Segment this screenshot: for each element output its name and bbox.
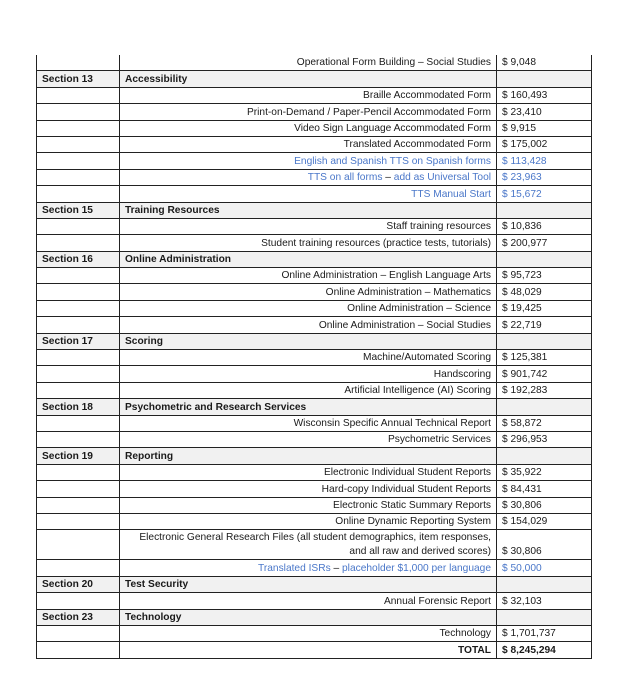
desc-part-b: add as Universal Tool bbox=[393, 172, 491, 184]
cost-table bbox=[36, 55, 592, 659]
cost-table-body bbox=[37, 55, 592, 658]
section-number-empty bbox=[37, 560, 120, 576]
line-item-row bbox=[37, 153, 592, 169]
item-description-cell bbox=[120, 642, 497, 658]
line-item-row bbox=[37, 382, 592, 398]
item-description-cell bbox=[120, 366, 497, 382]
item-cost: $ 200,977 bbox=[497, 235, 592, 251]
item-description: Video Sign Language Accommodated Form bbox=[294, 122, 491, 134]
item-cost: $ 84,431 bbox=[497, 481, 592, 497]
item-description-cell bbox=[120, 87, 497, 103]
item-description: Electronic General Research Files (all student demographics, item responses, and all raw and derived scores) bbox=[139, 532, 491, 558]
section-number-empty bbox=[37, 136, 120, 152]
item-description: TTS Manual Start bbox=[411, 188, 491, 200]
item-description-cell bbox=[120, 513, 497, 529]
item-description-cell bbox=[120, 235, 497, 251]
section-number: Section 13 bbox=[37, 71, 120, 87]
line-item-row bbox=[37, 104, 592, 120]
item-description-cell bbox=[120, 593, 497, 609]
item-description-cell bbox=[120, 268, 497, 284]
item-cost: $ 8,245,294 bbox=[497, 642, 592, 658]
section-number: Section 17 bbox=[37, 333, 120, 349]
desc-dash: – bbox=[330, 562, 343, 574]
section-number-empty bbox=[37, 218, 120, 234]
section-cost-empty bbox=[497, 71, 592, 87]
section-number-empty bbox=[37, 169, 120, 185]
item-description-cell bbox=[120, 497, 497, 513]
section-number-empty bbox=[37, 186, 120, 202]
line-item-row bbox=[37, 625, 592, 641]
item-description: Staff training resources bbox=[386, 221, 491, 233]
section-number-empty bbox=[37, 268, 120, 284]
item-cost: $ 9,048 bbox=[497, 55, 592, 71]
line-item-row bbox=[37, 235, 592, 251]
desc-dash: – bbox=[382, 172, 394, 184]
item-description: Student training resources (practice tests, tutorials) bbox=[261, 237, 491, 249]
section-number-empty bbox=[37, 87, 120, 103]
section-number-empty bbox=[37, 431, 120, 447]
line-item-row bbox=[37, 560, 592, 576]
item-cost: $ 175,002 bbox=[497, 136, 592, 152]
section-number-empty bbox=[37, 530, 120, 560]
line-item-row bbox=[37, 284, 592, 300]
section-cost-empty bbox=[497, 448, 592, 464]
section-number-empty bbox=[37, 366, 120, 382]
section-number-empty bbox=[37, 120, 120, 136]
section-title: Technology bbox=[120, 609, 497, 625]
section-number: Section 16 bbox=[37, 251, 120, 267]
item-description: Online Dynamic Reporting System bbox=[335, 516, 491, 528]
line-item-row bbox=[37, 317, 592, 333]
item-description: Electronic Individual Student Reports bbox=[323, 467, 491, 479]
section-number: Section 23 bbox=[37, 609, 120, 625]
item-cost: $ 19,425 bbox=[497, 300, 592, 316]
section-number-empty bbox=[37, 104, 120, 120]
section-number-empty bbox=[37, 464, 120, 480]
item-description: English and Spanish TTS on Spanish forms bbox=[294, 155, 491, 167]
item-cost: $ 154,029 bbox=[497, 513, 592, 529]
desc-part-b: placeholder $1,000 per language bbox=[342, 562, 491, 574]
item-description-cell bbox=[120, 317, 497, 333]
section-title: Online Administration bbox=[120, 251, 497, 267]
section-header-row bbox=[37, 333, 592, 349]
item-cost: $ 901,742 bbox=[497, 366, 592, 382]
item-cost: $ 58,872 bbox=[497, 415, 592, 431]
item-description: Technology bbox=[439, 628, 491, 640]
section-number-empty bbox=[37, 317, 120, 333]
line-item-row bbox=[37, 415, 592, 431]
item-description: Operational Form Building – Social Studies bbox=[296, 57, 491, 69]
section-cost-empty bbox=[497, 251, 592, 267]
item-description-cell bbox=[120, 120, 497, 136]
item-cost: $ 9,915 bbox=[497, 120, 592, 136]
line-item-row bbox=[37, 481, 592, 497]
item-description: Electronic Static Summary Reports bbox=[333, 499, 491, 511]
item-description-cell bbox=[120, 481, 497, 497]
section-number-empty bbox=[37, 481, 120, 497]
item-description-cell bbox=[120, 464, 497, 480]
line-item-row bbox=[37, 593, 592, 609]
section-number-empty bbox=[37, 350, 120, 366]
section-number-empty bbox=[37, 642, 120, 658]
item-description-cell bbox=[120, 55, 497, 71]
line-item-row bbox=[37, 431, 592, 447]
line-item-row bbox=[37, 136, 592, 152]
section-header-row bbox=[37, 71, 592, 87]
line-item-row bbox=[37, 218, 592, 234]
section-number-empty bbox=[37, 153, 120, 169]
line-item-row bbox=[37, 300, 592, 316]
line-item-row bbox=[37, 169, 592, 185]
item-cost: $ 113,428 bbox=[497, 153, 592, 169]
item-description: Online Administration – Science bbox=[347, 303, 491, 315]
section-cost-empty bbox=[497, 202, 592, 218]
item-description: Online Administration – Social Studies bbox=[318, 319, 491, 331]
item-description: Psychometric Services bbox=[387, 434, 491, 446]
item-description: Braille Accommodated Form bbox=[363, 90, 491, 102]
cost-table-page bbox=[36, 55, 591, 659]
section-title: Accessibility bbox=[120, 71, 497, 87]
section-cost-empty bbox=[497, 609, 592, 625]
section-cost-empty bbox=[497, 576, 592, 592]
item-description: Annual Forensic Report bbox=[383, 595, 491, 607]
item-description-cell bbox=[120, 530, 497, 560]
item-cost: $ 30,806 bbox=[497, 530, 592, 560]
section-number: Section 15 bbox=[37, 202, 120, 218]
item-description-cell bbox=[120, 415, 497, 431]
line-item-row bbox=[37, 186, 592, 202]
item-description-cell bbox=[120, 104, 497, 120]
item-cost: $ 192,283 bbox=[497, 382, 592, 398]
item-description-cell bbox=[120, 284, 497, 300]
section-number-empty bbox=[37, 382, 120, 398]
section-number-empty bbox=[37, 55, 120, 71]
item-description-cell bbox=[120, 431, 497, 447]
item-description-cell bbox=[120, 560, 497, 576]
section-number: Section 18 bbox=[37, 399, 120, 415]
line-item-row bbox=[37, 497, 592, 513]
section-header-row bbox=[37, 576, 592, 592]
section-header-row bbox=[37, 448, 592, 464]
item-description-cell bbox=[120, 218, 497, 234]
section-number: Section 20 bbox=[37, 576, 120, 592]
item-description-cell bbox=[120, 153, 497, 169]
section-number-empty bbox=[37, 415, 120, 431]
section-title: Test Security bbox=[120, 576, 497, 592]
item-description: Hard-copy Individual Student Reports bbox=[321, 483, 491, 495]
line-item-row bbox=[37, 268, 592, 284]
section-number: Section 19 bbox=[37, 448, 120, 464]
section-title: Reporting bbox=[120, 448, 497, 464]
item-description: Artificial Intelligence (AI) Scoring bbox=[344, 385, 491, 397]
line-item-row bbox=[37, 464, 592, 480]
section-title: Psychometric and Research Services bbox=[120, 399, 497, 415]
item-cost: $ 95,723 bbox=[497, 268, 592, 284]
line-item-row bbox=[37, 530, 592, 560]
section-header-row bbox=[37, 251, 592, 267]
line-item-row bbox=[37, 350, 592, 366]
item-description: TOTAL bbox=[457, 644, 491, 656]
section-cost-empty bbox=[497, 399, 592, 415]
item-cost: $ 1,701,737 bbox=[497, 625, 592, 641]
item-description-cell bbox=[120, 169, 497, 185]
item-cost: $ 30,806 bbox=[497, 497, 592, 513]
item-description-cell bbox=[120, 625, 497, 641]
line-item-row bbox=[37, 366, 592, 382]
section-header-row bbox=[37, 609, 592, 625]
item-description: Online Administration – Mathematics bbox=[325, 286, 491, 298]
line-item-row bbox=[37, 120, 592, 136]
item-cost: $ 50,000 bbox=[497, 560, 592, 576]
item-description-cell bbox=[120, 300, 497, 316]
item-cost: $ 48,029 bbox=[497, 284, 592, 300]
item-cost: $ 296,953 bbox=[497, 431, 592, 447]
item-description: Machine/Automated Scoring bbox=[363, 352, 491, 364]
item-description: Print-on-Demand / Paper-Pencil Accommodated Form bbox=[246, 106, 491, 118]
section-cost-empty bbox=[497, 333, 592, 349]
section-number-empty bbox=[37, 593, 120, 609]
item-cost: $ 23,410 bbox=[497, 104, 592, 120]
section-number-empty bbox=[37, 513, 120, 529]
section-number-empty bbox=[37, 300, 120, 316]
section-number-empty bbox=[37, 284, 120, 300]
line-item-row bbox=[37, 87, 592, 103]
item-description: Handscoring bbox=[433, 368, 491, 380]
item-cost: $ 22,719 bbox=[497, 317, 592, 333]
item-description: Wisconsin Specific Annual Technical Report bbox=[293, 417, 491, 429]
item-description-cell bbox=[120, 350, 497, 366]
item-description-cell bbox=[120, 186, 497, 202]
item-cost: $ 160,493 bbox=[497, 87, 592, 103]
item-cost: $ 15,672 bbox=[497, 186, 592, 202]
desc-part-a: TTS on all forms bbox=[307, 172, 383, 184]
line-item-row bbox=[37, 55, 592, 71]
section-number-empty bbox=[37, 235, 120, 251]
section-header-row bbox=[37, 202, 592, 218]
section-number-empty bbox=[37, 625, 120, 641]
section-title: Training Resources bbox=[120, 202, 497, 218]
item-cost: $ 10,836 bbox=[497, 218, 592, 234]
section-header-row bbox=[37, 399, 592, 415]
item-description-cell bbox=[120, 382, 497, 398]
desc-part-a: Translated ISRs bbox=[258, 562, 331, 574]
item-cost: $ 125,381 bbox=[497, 350, 592, 366]
item-cost: $ 32,103 bbox=[497, 593, 592, 609]
item-cost: $ 23,963 bbox=[497, 169, 592, 185]
section-number-empty bbox=[37, 497, 120, 513]
total-row bbox=[37, 642, 592, 658]
line-item-row bbox=[37, 513, 592, 529]
item-cost: $ 35,922 bbox=[497, 464, 592, 480]
item-description: Online Administration – English Language Arts bbox=[281, 270, 491, 282]
item-description-cell bbox=[120, 136, 497, 152]
item-description: Translated Accommodated Form bbox=[343, 139, 491, 151]
section-title: Scoring bbox=[120, 333, 497, 349]
